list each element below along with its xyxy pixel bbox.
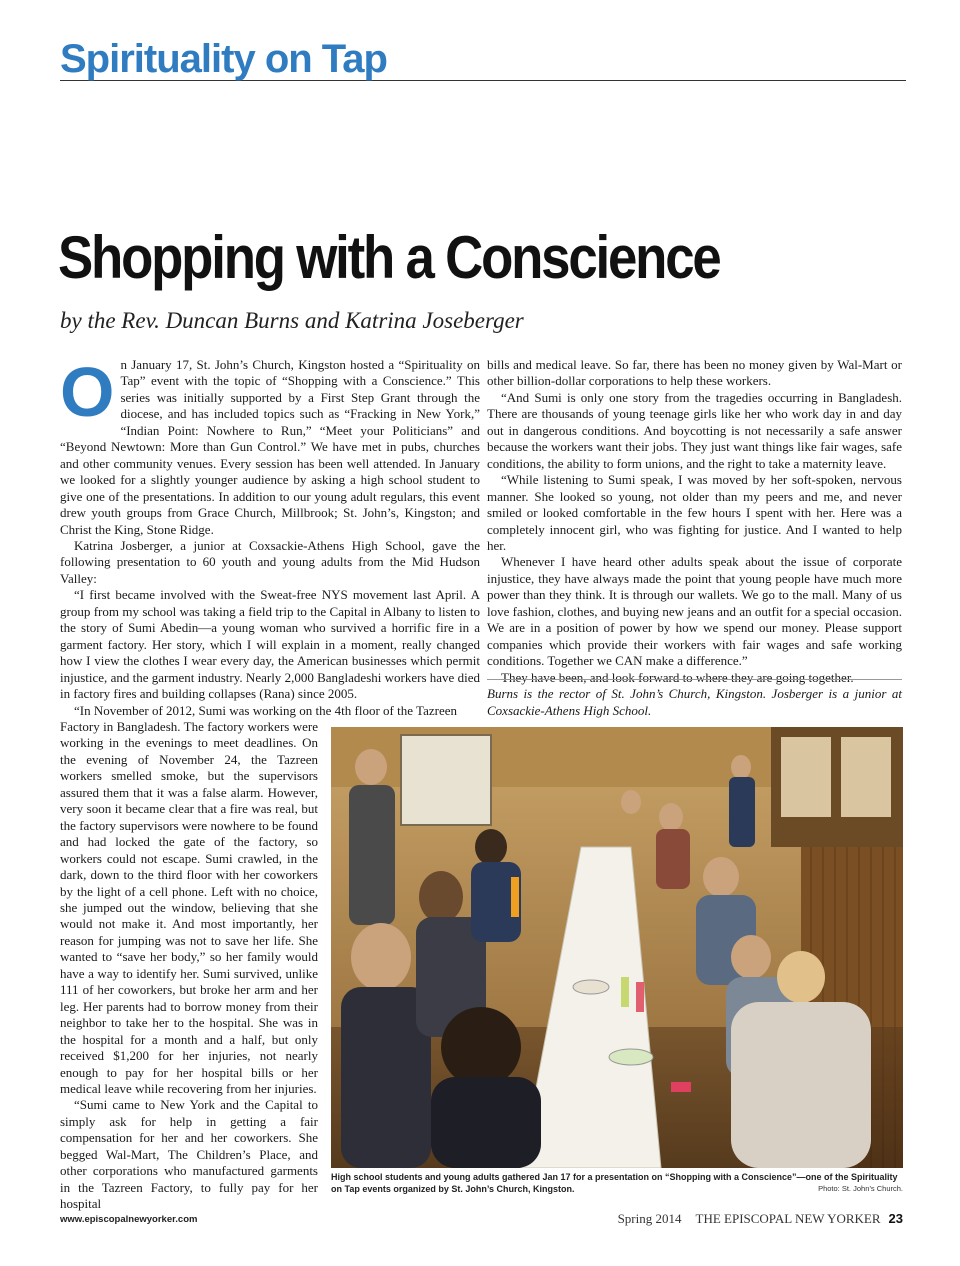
article-column-2 bbox=[487, 357, 902, 686]
footer-publication: THE EPISCOPAL NEW YORKER bbox=[695, 1211, 881, 1226]
article-paragraph: “And Sumi is only one story from the tragedies occurring in Bangladesh. There are thousands of young teenage girls like her who work day in and day out in dangerous conditions. And boycotting is not necessarily a safe answer because the workers want their jobs. They just want things like fair wages, safe conditions, the ability to form unions, and the right to take a maternity leave. bbox=[487, 389, 902, 471]
article-paragraph: Katrina Josberger, a junior at Coxsackie-Athens High School, gave the following presentation to 60 youth and young adults from the Mid Hudson Valley: bbox=[60, 537, 480, 586]
footer-url: www.episcopalnewyorker.com bbox=[60, 1214, 198, 1225]
article-paragraph: “I first became involved with the Sweat-free NYS movement last April. A group from my school was taking a field trip to the Capital in Albany to listen to the story of Sumi Abedin—a young woman who survived a horrific fire in a garment factory. Her story, which I will explain in a moment, really changed how I view the clothes I wear every day, the American businesses which permit injustice, and the garment industry. Nearly 2,000 Bangladeshi workers have died in factory fires and building collapses (Rana) since 2005. bbox=[60, 587, 480, 702]
article-paragraph: On January 17, St. John’s Church, Kingston hosted a “Spirituality on Tap” event with the topic of “Shopping with a Conscience.” This series was initially supported by a First Step Grant through the diocese, and has included topics such as “Fracking in New York,” “Indian Point: Nowhere to Run,” “Meet your Politicians” and “Beyond Newtown: More than Gun Control.” We have met in pubs, churches and other community venues. Every session has been well attended. In January we looked for a slightly younger audience by asking a high school student to give one of the presentations. In addition to our young adult regulars, this event drew youth groups from Grace Church, Millbrook; St. John’s, Kingston; and Christ the King, Stone Ridge. bbox=[60, 353, 480, 537]
section-title: Spirituality on Tap bbox=[60, 37, 387, 81]
photo-caption: High school students and young adults gathered Jan 17 for a presentation on “Shopping with a Conscience”—one of the Spirituality on Tap events organized by St. John’s Church, Kingston. bbox=[331, 1172, 898, 1194]
article-column-1-bottom bbox=[60, 719, 318, 1213]
drop-cap: O bbox=[60, 353, 115, 431]
photo-credit: Photo: St. John’s Church. bbox=[818, 1184, 903, 1193]
article-paragraph: “Sumi came to New York and the Capital to simply ask for help in getting a fair compensation for her and her coworkers. She begged Wal-Mart, The Children’s Place, and other corporations who manufactured garments in the Tazreen Factory, to fully pay for her hospital bbox=[60, 1097, 318, 1212]
article-paragraph: They have been, and look forward to where they are going together. bbox=[501, 669, 854, 685]
article-paragraph: Whenever I have heard other adults speak about the issue of corporate injustice, they have always made the point that young people have much more power than they think. It is through our wallets. We go to the mall. Many of us love fashion, clothes, and buying new jeans and an outfit for a special occasion. We are in a position of power by how we spend our money. Please support companies which provide their workers with fair wages and safe working conditions. Together we CAN make a difference.” bbox=[487, 554, 902, 669]
article-paragraph: “In November of 2012, Sumi was working on the 4th floor of the Tazreen bbox=[74, 702, 457, 718]
article-paragraph: “While listening to Sumi speak, I was moved by her soft-spoken, nervous manner. She looked so young, not older than my peers and me, and never smiled or looked comfortable in the few hours I spent with her. Here was a completely innocent girl, who was fighting for justice. And I wanted to help her. bbox=[487, 472, 902, 553]
page-number: 23 bbox=[888, 1211, 903, 1226]
footer-issue: Spring 2014 bbox=[617, 1211, 682, 1226]
article-paragraph: bills and medical leave. So far, there has been no money given by Wal-Mart or other billion-dollar corporations to help these workers. bbox=[487, 357, 902, 389]
article-column-1-top bbox=[60, 353, 480, 719]
article-byline: by the Rev. Duncan Burns and Katrina Joseberger bbox=[60, 308, 524, 333]
event-photo-illustration bbox=[331, 727, 903, 1168]
bio-divider bbox=[487, 679, 902, 680]
event-photo bbox=[331, 727, 903, 1168]
author-bio: Burns is the rector of St. John’s Church, Kingston. Josberger is a junior at Coxsackie-Athens High School. bbox=[487, 686, 902, 718]
article-title: Shopping with a Conscience bbox=[58, 224, 720, 291]
section-header bbox=[60, 34, 906, 81]
footer-info bbox=[618, 1211, 903, 1227]
article-paragraph: Factory in Bangladesh. The factory workers were working in the evenings to meet deadlines. On the evening of November 24, the Tazreen workers smelled smoke, but the supervisors assured them that it was a false alarm. However, very soon it became clear that a fire was real, but the factory supervisors were nowhere to be found and had locked the gate of the factory, so workers could not escape. Sumi crawled, in the dark, down to the third floor with her coworkers by the light of a cell phone. Left with no choice, she jumped out the window, believing that she would not make it. And most importantly, her reason for jumping was not to save her life. She wanted to “save her body,” so her family would have a way to identify her. Sumi survived, unlike 111 of her coworkers, but broke her arm and her leg. Her parents had to borrow money from their neighbor to take her to the hospital. She was in the hospital for a month and a half, but only received $1,200 for her injuries, not nearly enough to pay for her hospital bills or her medical leave while recovering from her injuries. bbox=[60, 719, 318, 1096]
